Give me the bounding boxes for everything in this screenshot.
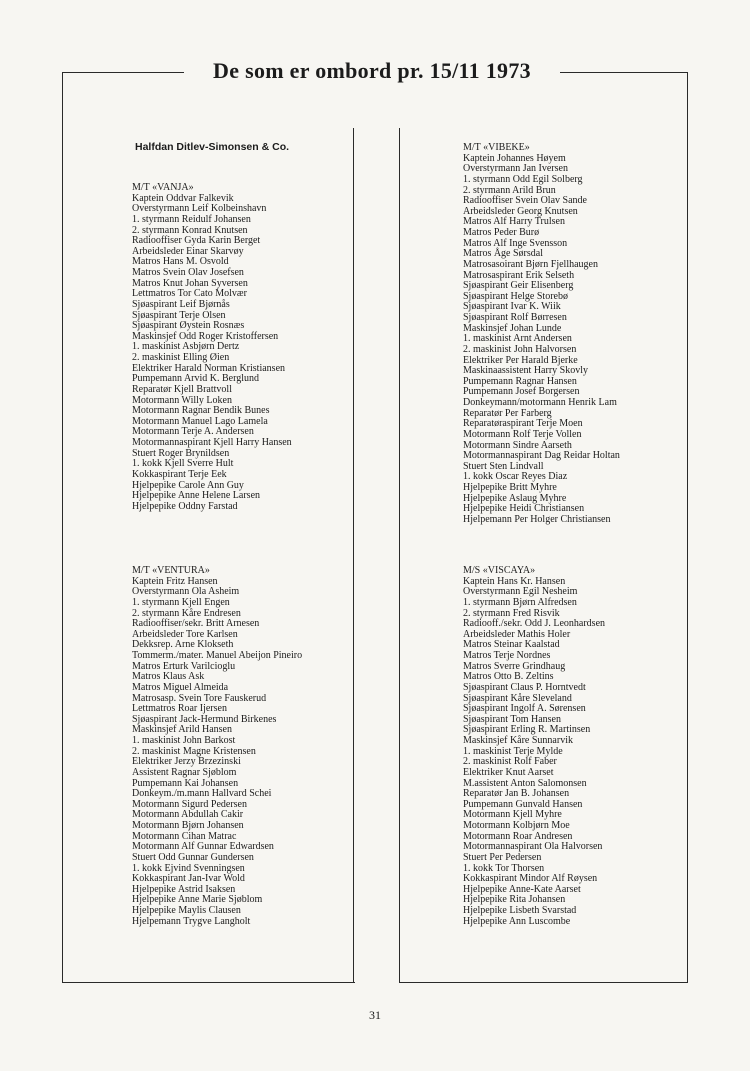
crew-member: Hjelpepike Lisbeth Svarstad (463, 905, 577, 916)
crew-member: Arbeidsleder Georg Knutsen (463, 205, 578, 217)
crew-member: Matros Alf Inge Svensson (463, 237, 568, 249)
crew-member: Matros Alf Harry Trulsen (463, 216, 565, 228)
crew-member: Motormann Ragnar Bendik Bunes (132, 405, 270, 417)
crew-member: Motormann Manuel Lago Lamela (132, 415, 268, 427)
crew-member: Matros Hans M. Osvold (132, 256, 229, 268)
crew-list (463, 154, 620, 526)
ship-name: M/T «VENTURA» (132, 565, 210, 576)
crew-member: Tommerm./mater. Manuel Abeijon Pineiro (132, 650, 303, 661)
crew-member: Kaptein Hans Kr. Hansen (463, 575, 566, 587)
crew-member: Sjøaspirant Ivar K. Wiik (463, 301, 561, 313)
crew-member: Sjøaspirant Helge Storebø (463, 290, 568, 302)
crew-member: Elektriker Per Harald Bjerke (463, 354, 578, 366)
crew-member: 1. styrmann Kjell Engen (132, 596, 230, 608)
crew-member: Sjøaspirant Ingolf A. Sørensen (463, 703, 586, 715)
crew-member: 2. styrmann Konrad Knutsen (132, 224, 248, 236)
crew-member: Matros Peder Burø (463, 227, 540, 238)
crew-member: Reparatør Per Farberg (463, 407, 552, 419)
crew-member: Matros Steinar Kaalstad (463, 639, 560, 651)
crew-member: Matros Svein Olav Josefsen (132, 267, 244, 278)
crew-member: Matrosasp. Svein Tore Fauskerud (132, 692, 267, 704)
crew-member: Stuert Per Pedersen (463, 851, 542, 863)
crew-member: Kaptein Oddvar Falkevik (132, 192, 234, 204)
crew-member: Arbeidsleder Mathis Holer (463, 628, 571, 640)
crew-member: Hjelpepike Aslaug Myhre (463, 492, 567, 504)
crew-member: 2. maskinist John Halvorsen (463, 343, 577, 355)
crew-member: Pumpemann Ragnar Hansen (463, 375, 577, 387)
crew-member: Donkeym./m.mann Hallvard Schei (132, 788, 272, 800)
ship-name: M/T «VIBEKE» (463, 142, 530, 153)
crew-member: Motormannaspirant Dag Reidar Holtan (463, 450, 620, 462)
crew-member: 2. styrmann Fred Risvik (463, 607, 560, 619)
crew-member: Kokkaspirant Jan-Ivar Wold (132, 873, 245, 885)
crew-member: 2. maskinist Magne Kristensen (132, 745, 256, 757)
crew-member: Motormannaspirant Kjell Harry Hansen (132, 437, 292, 448)
crew-member: Reparatør Kjell Brattvoll (132, 383, 232, 395)
crew-member: Matros Terje Nordnes (463, 650, 551, 661)
crew-member: Lettmatros Roar Ijersen (132, 703, 227, 715)
crew-member: Pumpemann Kai Johansen (132, 777, 239, 789)
crew-member: Elektriker Harald Norman Kristiansen (132, 362, 286, 374)
crew-member: 2. maskinist Rolf Faber (463, 756, 557, 768)
crew-member: Motormann Alf Gunnar Edwardsen (132, 841, 274, 853)
crew-list (132, 577, 302, 928)
crew-member: 1. maskinist Asbjørn Dertz (132, 341, 240, 353)
crew-member: Radiooffiser Gyda Karin Berget (132, 235, 261, 247)
crew-member: Matros Knut Johan Syversen (132, 277, 248, 289)
crew-member: Hjelpepike Ann Luscombe (463, 915, 571, 927)
crew-member: Matros Miguel Almeida (132, 681, 229, 693)
crew-member: Hjelpepike Anne Helene Larsen (132, 490, 261, 502)
crew-member: Motormann Kolbjørn Moe (463, 820, 570, 831)
page-title: De som er ombord pr. 15/11 1973 (213, 58, 531, 83)
crew-member: Motormann Bjørn Johansen (132, 820, 244, 831)
crew-member: Hjelpepike Rita Johansen (463, 894, 566, 906)
crew-member: Kokkaspirant Mindor Alf Røysen (463, 873, 598, 885)
crew-member: Kaptein Fritz Hansen (132, 575, 218, 587)
crew-member: Donkeymann/motormann Henrik Lam (463, 397, 617, 408)
crew-member: Matros Erturk Varilcioglu (132, 660, 236, 672)
crew-member: Sjøaspirant Øystein Rosnæs (132, 320, 245, 332)
crew-member: Motormannaspirant Ola Halvorsen (463, 841, 603, 853)
crew-member: Sjøaspirant Rolf Børresen (463, 312, 567, 323)
crew-member: Matrosasoirant Bjørn Fjellhaugen (463, 258, 598, 270)
crew-member: Sjøaspirant Claus P. Horntvedt (463, 681, 586, 693)
crew-member: 1. kokk Kjell Sverre Hult (132, 458, 234, 470)
crew-member: Motormann Terje A. Andersen (132, 426, 254, 438)
crew-member: Kaptein Johannes Høyem (463, 152, 566, 164)
crew-member: Hjelpepike Astrid Isaksen (132, 883, 236, 895)
crew-member: Hjelpepike Anne-Kate Aarset (463, 883, 581, 895)
crew-member: Overstyrmann Egil Nesheim (463, 586, 578, 598)
crew-member: Hjelpepike Anne Marie Sjøblom (132, 894, 263, 906)
ship-section-vibeke (463, 143, 620, 526)
crew-member: 1. kokk Tor Thorsen (463, 862, 545, 874)
crew-list (463, 577, 605, 928)
crew-member: Sjøaspirant Jack-Hermund Birkenes (132, 713, 277, 725)
crew-member: Matros Åge Sørsdal (463, 248, 543, 260)
crew-member: Maskinsjef Odd Roger Kristoffersen (132, 330, 279, 342)
crew-member: 1. styrmann Bjørn Alfredsen (463, 596, 577, 608)
crew-member: Pumpemann Josef Borgersen (463, 386, 580, 398)
crew-member: Sjøaspirant Kåre Sleveland (463, 692, 572, 704)
crew-member: Stuert Roger Brynildsen (132, 447, 230, 459)
crew-member: 1. styrmann Reidulf Johansen (132, 213, 251, 225)
crew-member: Reparatøraspirant Terje Moen (463, 418, 583, 430)
crew-member: Elektriker Jerzy Brzezinski (132, 756, 241, 768)
crew-member: Hjelpepike Oddny Farstad (132, 500, 238, 512)
crew-member: Hjelpemann Trygve Langholt (132, 915, 251, 927)
crew-member: 1. maskinist Terje Mylde (463, 745, 563, 757)
company-name: Halfdan Ditlev-Simonsen & Co. (135, 141, 290, 153)
crew-member: Matrosaspirant Erik Selseth (463, 269, 575, 281)
ship-name: M/S «VISCAYA» (463, 565, 536, 576)
crew-member: Kokkaspirant Terje Eek (132, 468, 227, 480)
title-rule-right (560, 72, 688, 73)
crew-member: Matros Otto B. Zeltins (463, 671, 554, 683)
crew-member: Maskinaassistent Harry Skovly (463, 365, 588, 377)
ship-name: M/T «VANJA» (132, 182, 194, 193)
right-column-frame-right-edge (687, 72, 688, 982)
crew-member: Maskinsjef Arild Hansen (132, 724, 232, 736)
crew-member: Lettmatros Tor Cato Molvær (132, 288, 247, 300)
crew-list (132, 194, 292, 513)
crew-member: M.assistent Anton Salomonsen (463, 777, 587, 789)
ship-section-vanja (132, 183, 292, 512)
crew-member: Reparatør Jan B. Johansen (463, 788, 570, 800)
crew-member: Hjelpepike Maylis Clausen (132, 905, 241, 916)
crew-member: Sjøaspirant Tom Hansen (463, 713, 561, 725)
crew-member: Radiooffiser/sekr. Britt Arnesen (132, 618, 260, 630)
crew-member: 1. maskinist John Barkost (132, 735, 236, 746)
ship-section-ventura (132, 566, 302, 927)
crew-member: Motormann Cihan Matrac (132, 830, 237, 842)
crew-member: Maskinsjef Kåre Sunnarvik (463, 735, 573, 746)
crew-member: 2. maskinist Elling Øien (132, 352, 230, 363)
crew-member: Stuert Sten Lindvall (463, 460, 544, 472)
crew-member: 1. kokk Ejvind Svenningsen (132, 862, 245, 874)
crew-member: Elektriker Knut Aarset (463, 766, 554, 778)
crew-member: 2. styrmann Arild Brun (463, 184, 556, 196)
crew-member: Overstyrmann Jan Iversen (463, 163, 568, 175)
crew-member: Hjelpemann Per Holger Christiansen (463, 513, 611, 525)
crew-member: Pumpemann Arvid K. Berglund (132, 373, 260, 385)
crew-member: Radiooffiser Svein Olav Sande (463, 195, 587, 207)
crew-member: 2. styrmann Kåre Endresen (132, 607, 241, 619)
crew-member: Motormann Rolf Terje Vollen (463, 428, 582, 440)
crew-member: 1. styrmann Odd Egil Solberg (463, 173, 583, 185)
crew-member: Motormann Roar Andresen (463, 830, 573, 842)
crew-member: Arbeidsleder Tore Karlsen (132, 628, 238, 640)
crew-member: Pumpemann Gunvald Hansen (463, 798, 583, 810)
crew-member: Maskinsjef Johan Lunde (463, 322, 562, 334)
page-number: 31 (369, 1008, 381, 1022)
crew-member: Arbeidsleder Einar Skarvøy (132, 245, 244, 257)
crew-member: Sjøaspirant Geir Elisenberg (463, 280, 574, 292)
crew-member: Motormann Kjell Myhre (463, 809, 562, 821)
crew-member: Sjøaspirant Leif Bjørnås (132, 298, 230, 310)
crew-member: Hjelpepike Carole Ann Guy (132, 479, 244, 491)
crew-member: 1. maskinist Arnt Andersen (463, 333, 572, 345)
crew-member: Hjelpepike Britt Myhre (463, 482, 557, 493)
crew-member: Matros Sverre Grindhaug (463, 660, 566, 672)
crew-member: Motormann Sigurd Pedersen (132, 798, 247, 810)
crew-member: Overstyrmann Leif Kolbeinshavn (132, 203, 267, 215)
crew-member: 1. kokk Oscar Reyes Diaz (463, 471, 568, 483)
crew-member: Motormann Sindre Aarseth (463, 439, 572, 451)
crew-member: Overstyrmann Ola Asheim (132, 586, 240, 598)
crew-member: Sjøaspirant Erling R. Martinsen (463, 724, 591, 736)
crew-member: Stuert Odd Gunnar Gundersen (132, 851, 254, 863)
left-column-frame-right-edge (353, 128, 354, 982)
crew-member: Assistent Ragnar Sjøblom (132, 766, 237, 778)
ship-section-viscaya (463, 566, 605, 927)
crew-member: Dekksrep. Arne Klokseth (132, 639, 234, 651)
crew-member: Hjelpepike Heidi Christiansen (463, 503, 585, 515)
crew-member: Motormann Abdullah Cakir (132, 809, 244, 821)
crew-member: Matros Klaus Ask (132, 671, 205, 683)
crew-member: Radiooff./sekr. Odd J. Leonhardsen (463, 618, 606, 630)
crew-member: Motormann Willy Loken (132, 394, 232, 406)
crew-member: Sjøaspirant Terje Olsen (132, 309, 226, 321)
